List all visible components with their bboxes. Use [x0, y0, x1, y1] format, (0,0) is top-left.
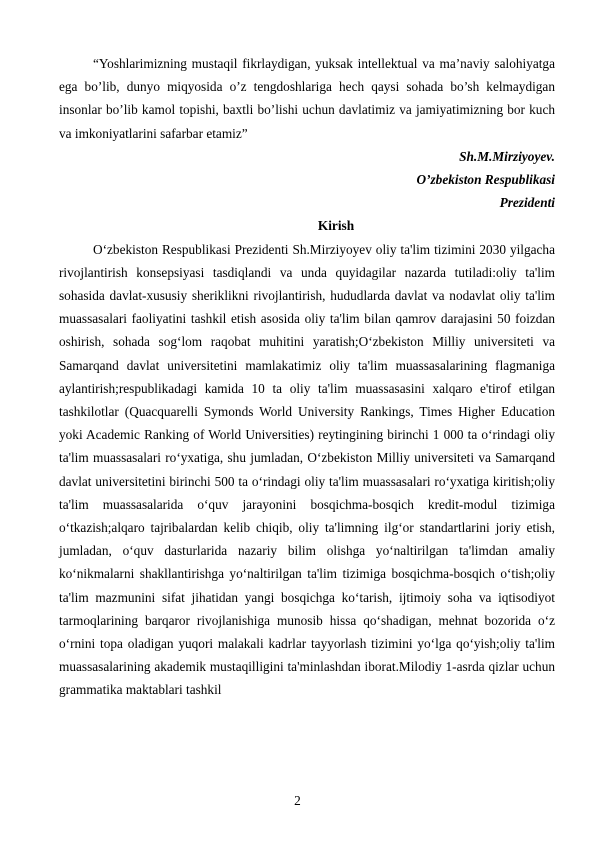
section-heading: Kirish [317, 218, 355, 234]
document-page [59, 52, 555, 702]
epigraph-quote: “Yoshlarimizning mustaqil fikrlaydigan, yuksak intellektual va ma’naviy salohiyatga ega bo’lib, dunyo miqyosida o’z tengdoshlariga hech qaysi sohada bo’sh kelmaydigan insonlar bo’lib kamol topishi, baxtli bo’lishi uchun davlatimiz va jamiyatimizning bor kuch va imkoniyatlarini safarbar etamiz” [59, 56, 555, 141]
epigraph-author: Sh.M.Mirziyoyev. [459, 148, 555, 164]
body-paragraph: O‘zbekiston Respublikasi Prezidenti Sh.Mirziyoyev oliy ta'lim tizimini 2030 yilgacha rivojlantirish konsepsiyasi tasdiqlandi va unda quyidagilar nazarda tutiladi:oliy ta'lim sohasida davlat-xususiy sheriklikni rivojlantirish, hududlarda davlat va nodavlat oliy ta'lim muassasalari faoliyatini tashkil etish asosida oliy ta'lim bilan qamrov darajasini 50 foizdan oshirish, sohada sog‘lom raqobat muhitini yaratish;O‘zbekiston Milliy universiteti va Samarqand davlat universitetini mamlakatimiz oliy ta'lim muassasalarining flagmaniga aylantirish;respublikadagi kamida 10 ta oliy ta'lim muassasasini xalqaro e'tirof etilgan tashkilotlar (Quacquarelli Symonds World University Rankings, Times Higher Education yoki Academic Ranking of World Universities) reytingining birinchi 1 000 ta o‘rindagi oliy ta'lim muassasalari ro‘yxatiga, shu jumladan, O‘zbekiston Milliy universiteti va Samarqand davlat universitetini birinchi 500 ta o‘rindagi oliy ta'lim muassasalari ro‘yxatiga kiritish;oliy ta'lim muassasalarida o‘quv jarayonini bosqichma-bosqich kredit-modul tizimiga o‘tkazish;alqaro tajribalardan kelib chiqib, oliy ta'limning ilg‘or standartlarini joriy etish, jumladan, o‘quv dasturlarida nazariy bilim olishga yo‘naltirilgan ta'limdan amaliy ko‘nikmalarni shakllantirishga yo‘naltirilgan ta'lim tizimiga bosqichma-bosqich o‘tish;oliy ta'lim mazmunini sifat jihatidan yangi bosqichga ko‘tarish, ijtimoiy soha va iqtisodiyot tarmoqlarining barqaror rivojlanishiga munosib hissa qo‘shadigan, mehnat bozorida o‘z o‘rnini topa oladigan yuqori malakali kadrlar tayyorlash tizimini yo‘lga qo‘yish;oliy ta'lim muassasalarining akademik mustaqilligini ta'minlashdan iborat.Milodiy 1-asrda qizlar uchun grammatika maktablari tashkil [59, 241, 555, 698]
page-number: 2 [294, 793, 301, 808]
epigraph-position-line1: O’zbekiston Respublikasi [416, 172, 555, 188]
epigraph-position-line2: Prezidenti [499, 195, 555, 211]
